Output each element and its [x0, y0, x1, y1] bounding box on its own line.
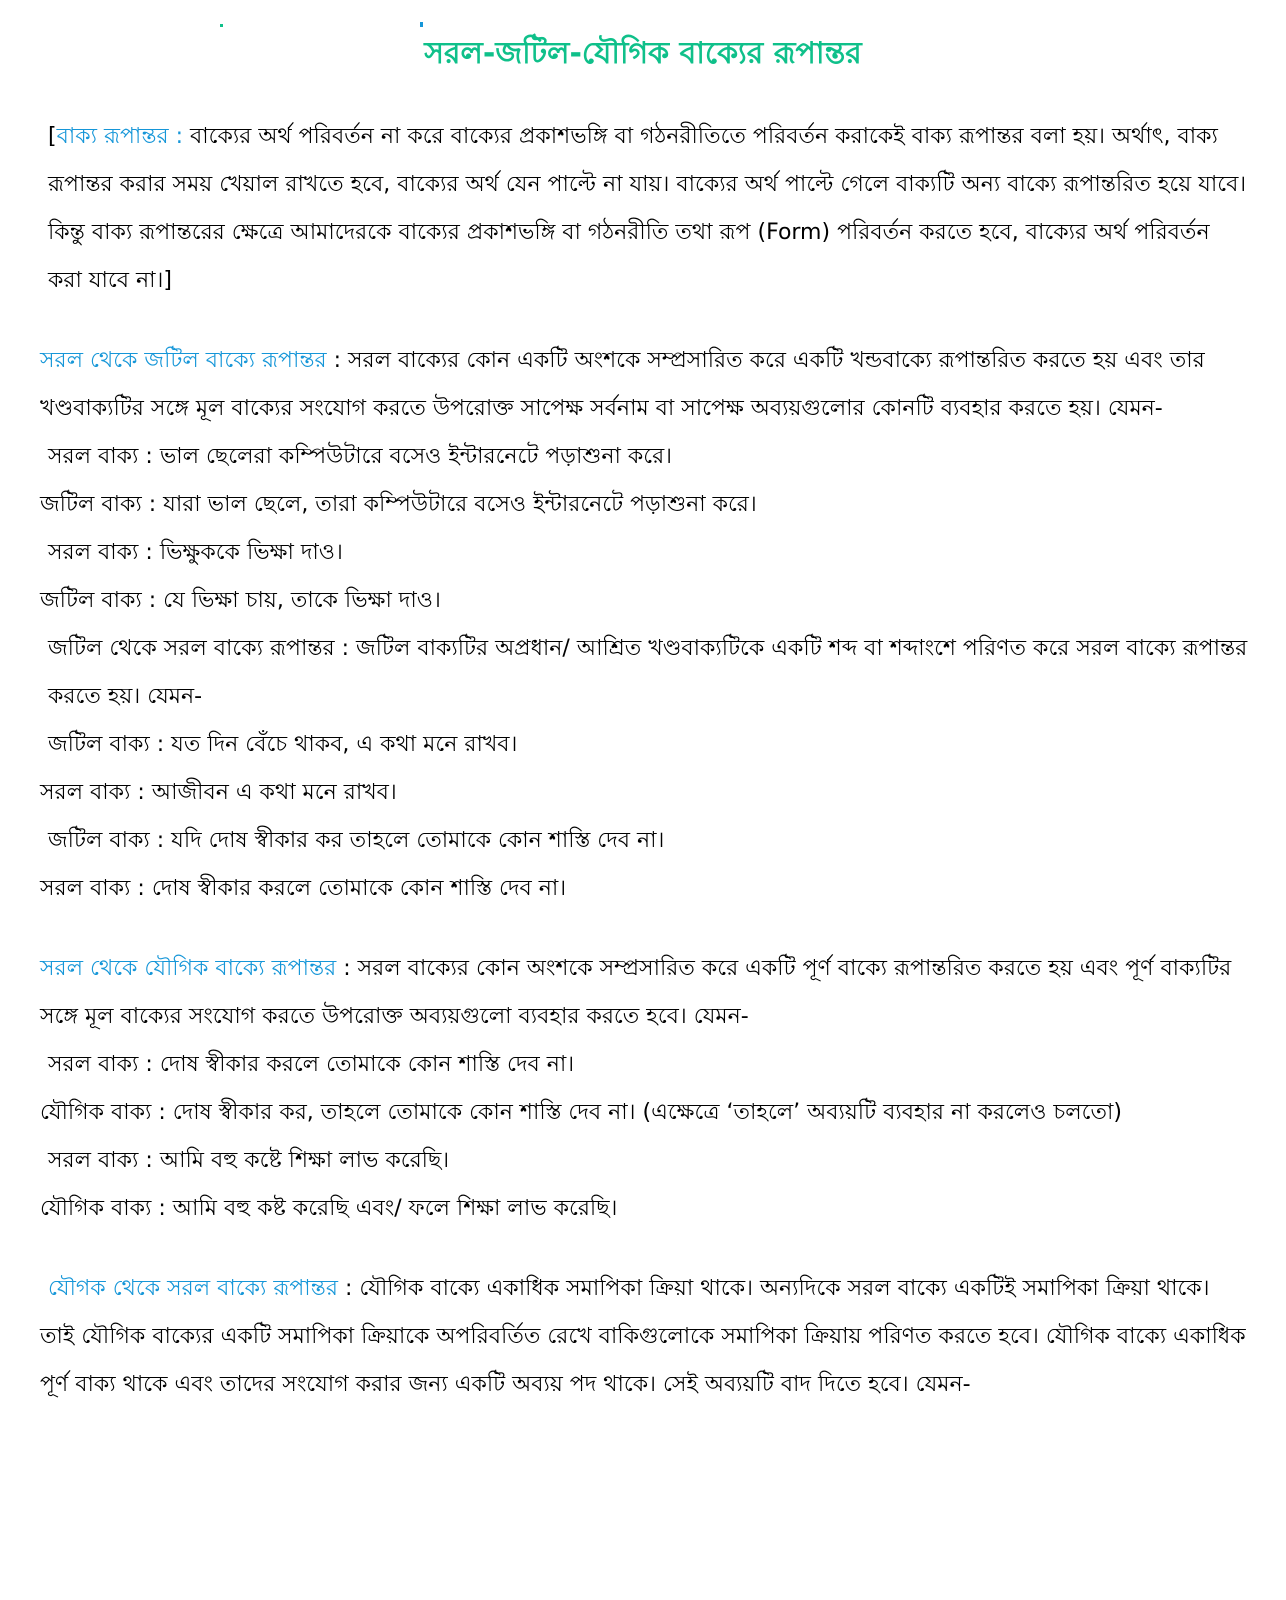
intro-term: বাক্য রূপান্তর :: [56, 124, 183, 149]
section3-term: যৌগক থেকে সরল বাক্যে রূপান্তর: [48, 1276, 338, 1301]
example-line: জটিল বাক্য : যারা ভাল ছেলে, তারা কম্পিউটারে বসেও ইন্টারনেটে পড়াশুনা করে।: [40, 492, 757, 517]
example-line: জটিল বাক্য : যে ভিক্ষা চায়, তাকে ভিক্ষা দাও।: [40, 588, 441, 613]
example-line: জটিল বাক্য : যদি দোষ স্বীকার কর তাহলে তোমাকে কোন শাস্তি দেব না।: [48, 828, 665, 853]
example-line: সরল বাক্য : আজীবন এ কথা মনে রাখব।: [40, 780, 397, 805]
decorative-dot: [420, 22, 423, 27]
example-line: সরল বাক্য : ভাল ছেলেরা কম্পিউটারে বসেও ইন্টারনেটে পড়াশুনা করে।: [48, 444, 673, 469]
section1-text: : সরল বাক্যের কোন একটি অংশকে সম্প্রসারিত করে একটি খন্ডবাক্যে রূপান্তরিত করতে হয় এবং তার খণ্ডবাক্যটির সঙ্গে মূল বাক্যের সংযোগ করতে উপরোক্ত সাপেক্ষ সর্বনাম বা সাপেক্ষ অব্যয়গুলোর কোনটি ব্যবহার করতে হয়। যেমন-: [40, 348, 1205, 421]
section3-paragraph: [40, 1265, 1250, 1409]
sub-rule-paragraph: জটিল থেকে সরল বাক্যে রূপান্তর : জটিল বাক্যটির অপ্রধান/ আশ্রিত খণ্ডবাক্যটিকে একটি শব্দ বা শব্দাংশে পরিণত করে সরল বাক্যে রূপান্তর করতে হয়। যেমন-: [48, 636, 1248, 709]
example-line: যৌগিক বাক্য : দোষ স্বীকার কর, তাহলে তোমাকে কোন শাস্তি দেব না। (এক্ষেত্রে ‘তাহলে’ অব্যয়টি ব্যবহার না করলেও চলতো): [40, 1100, 1122, 1125]
example-line: জটিল বাক্য : যত দিন বেঁচে থাকব, এ কথা মনে রাখব।: [48, 732, 518, 757]
decorative-dot: [220, 24, 223, 27]
example-line: সরল বাক্য : ভিক্ষুককে ভিক্ষা দাও।: [48, 540, 343, 565]
intro-open-bracket: [: [48, 124, 57, 149]
example-line: সরল বাক্য : দোষ স্বীকার করলে তোমাকে কোন শাস্তি দেব না।: [40, 876, 567, 901]
page-title: সরল-জটিল-যৌগিক বাক্যের রূপান্তর: [424, 36, 862, 71]
example-line: যৌগিক বাক্য : আমি বহু কষ্ট করেছি এবং/ ফলে শিক্ষা লাভ করেছি।: [40, 1196, 618, 1221]
section1-term: সরল থেকে জটিল বাক্যে রূপান্তর: [40, 348, 327, 373]
example-line: সরল বাক্য : দোষ স্বীকার করলে তোমাকে কোন শাস্তি দেব না।: [48, 1052, 575, 1077]
section2-term: সরল থেকে যৌগিক বাক্যে রূপান্তর: [40, 956, 337, 981]
document-body: [40, 113, 1250, 1409]
intro-paragraph: [40, 113, 1250, 305]
section3-text: : যৌগিক বাক্যে একাধিক সমাপিকা ক্রিয়া থাকে। অন্যদিকে সরল বাক্যে একটিই সমাপিকা ক্রিয়া থাকে। তাই যৌগিক বাক্যের একটি সমাপিকা ক্রিয়াকে অপরিবর্তিত রেখে বাকিগুলোকে সমাপিকা ক্রিয়ায় পরিণত করতে হবে। যৌগিক বাক্যে একাধিক পূর্ণ বাক্য থাকে এবং তাদের সংযোগ করার জন্য একটি অব্যয় পদ থাকে। সেই অব্যয়টি বাদ দিতে হবে। যেমন-: [40, 1276, 1246, 1397]
section2-text: : সরল বাক্যের কোন অংশকে সম্প্রসারিত করে একটি পূর্ণ বাক্যে রূপান্তরিত করতে হয় এবং পূর্ণ বাক্যটির সঙ্গে মূল বাক্যের সংযোগ করতে উপরোক্ত অব্যয়গুলো ব্যবহার করতে হবে। যেমন-: [40, 956, 1232, 1029]
section2-paragraph: [40, 945, 1250, 1041]
section1-paragraph: [40, 337, 1250, 433]
intro-text: বাক্যের অর্থ পরিবর্তন না করে বাক্যের প্রকাশভঙ্গি বা গঠনরীতিতে পরিবর্তন করাকেই বাক্য রূপান্তর বলা হয়। অর্থাৎ, বাক্য রূপান্তর করার সময় খেয়াল রাখতে হবে, বাক্যের অর্থ যেন পাল্টে না যায়। বাক্যের অর্থ পাল্টে গেলে বাক্যটি অন্য বাক্যে রূপান্তরিত হয়ে যাবে। কিন্তু বাক্য রূপান্তরের ক্ষেত্রে আমাদেরকে বাক্যের প্রকাশভঙ্গি বা গঠনরীতি তথা রূপ (Form) পরিবর্তন করতে হবে, বাক্যের অর্থ পরিবর্তন করা যাবে না।]: [48, 124, 1247, 293]
example-line: সরল বাক্য : আমি বহু কষ্টে শিক্ষা লাভ করেছি।: [48, 1148, 450, 1173]
